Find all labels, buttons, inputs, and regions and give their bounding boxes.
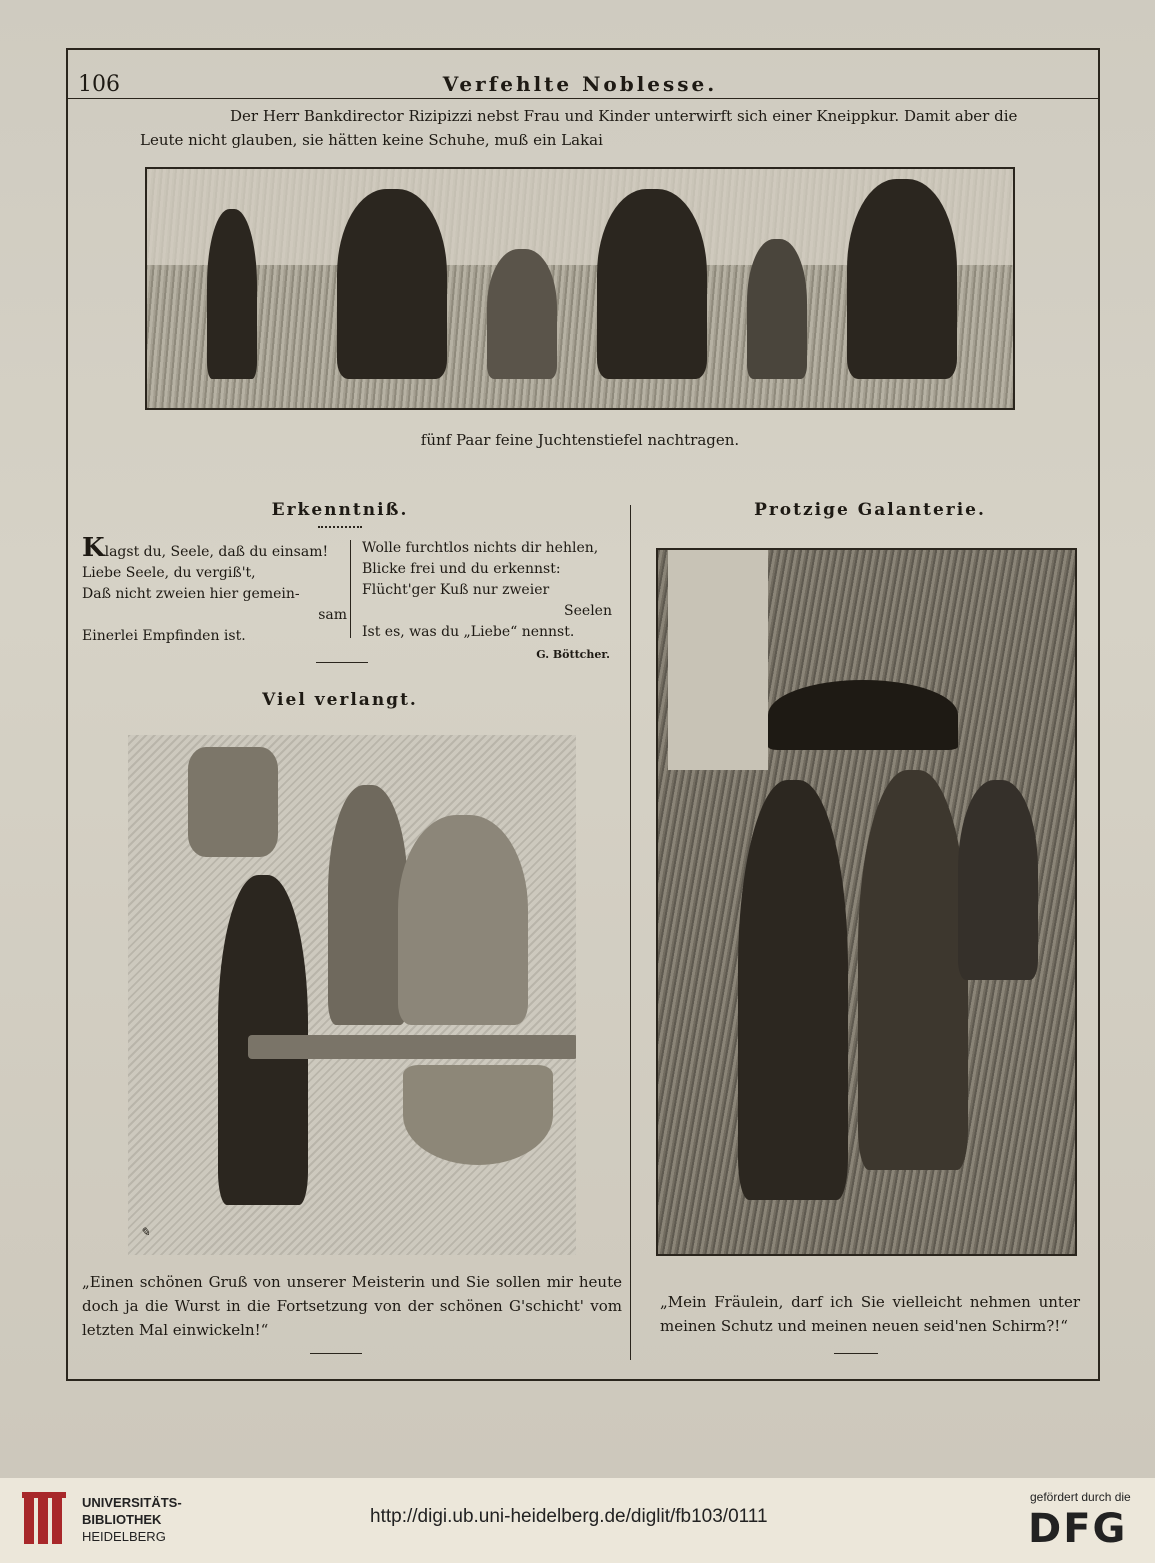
umbrella	[768, 680, 958, 750]
figure-shopwoman	[398, 815, 528, 1025]
illustration-umbrella-couple	[656, 548, 1077, 1256]
ornament-divider	[318, 518, 362, 528]
figure-gentleman	[858, 770, 968, 1170]
poem-line: Daß nicht zweien hier gemein-	[82, 586, 300, 602]
illustration-kneipp-cure	[145, 167, 1015, 410]
poem-line: Einerlei Empfinden ist.	[82, 628, 246, 644]
figure-child	[747, 239, 807, 379]
poem-line: sam	[318, 607, 347, 623]
page-title: Verfehlte Noblesse.	[442, 72, 718, 96]
library-name: UNIVERSITÄTS- BIBLIOTHEK HEIDELBERG	[82, 1495, 182, 1544]
poem-line: Liebe Seele, du vergiß't,	[82, 565, 256, 581]
figure-background-woman	[958, 780, 1038, 980]
window	[668, 550, 768, 770]
section-title-viel-verlangt: Viel verlangt.	[262, 690, 418, 710]
caption-protzige-galanterie: „Mein Fräulein, darf ich Sie vielleicht nehmen unter meinen Schutz und meinen neuen seid'nen Schirm?!“	[660, 1293, 1080, 1335]
funding-label: gefördert durch die	[1030, 1490, 1131, 1504]
figure-lady	[738, 780, 848, 1200]
figure-lackey	[847, 179, 957, 379]
intro-line-1: Der Herr Bankdirector Rizipizzi nebst Frau und Kinder unterwirft sich einer Kneippkur. Damit aber die	[230, 107, 1018, 125]
intro-line-2: Leute nicht glauben, sie hätten keine Schuhe, muß ein Lakai	[140, 131, 603, 149]
artist-signature: ✎	[140, 1225, 151, 1239]
caption-kneipp: fünf Paar feine Juchtenstiefel nachtragen.	[420, 431, 740, 449]
poem-line: Blicke frei und du erkennst:	[362, 561, 561, 577]
intro-text	[140, 104, 1020, 152]
poem-divider	[350, 540, 351, 638]
poem-line: Klagst du, Seele, daß du einsam!	[82, 533, 329, 563]
poem-line: Wolle furchtlos nichts dir hehlen,	[362, 540, 599, 556]
poem-title: Erkenntniß.	[271, 500, 409, 520]
poem-line: Seelen	[564, 603, 612, 619]
figure-wife	[597, 189, 707, 379]
poem-line: Ist es, was du „Liebe“ nennst.	[362, 624, 575, 640]
hanging-sausages	[188, 747, 278, 857]
dfg-logo: DFG	[1028, 1506, 1128, 1552]
permalink-url[interactable]: http://digi.ub.uni-heidelberg.de/diglit/fb103/0111	[370, 1506, 768, 1527]
caption-viel-verlangt: „Einen schönen Gruß von unserer Meisterin und Sie sollen mir heute doch ja die Wurst in die Fortsetzung von der schönen G'schicht' vom letzten Mal einwickeln!“	[82, 1273, 622, 1339]
poem-author: G. Böttcher.	[536, 648, 610, 661]
section-rule	[310, 1353, 362, 1354]
figure-butcher	[328, 785, 408, 1025]
page-number: 106	[78, 72, 120, 97]
figure-boy	[207, 209, 257, 379]
university-library-logo-icon	[20, 1490, 72, 1550]
poem-stanza-left	[82, 533, 347, 647]
section-title-protzige-galanterie: Protzige Galanterie.	[754, 500, 986, 520]
title-rule	[66, 98, 1100, 99]
column-divider	[630, 505, 631, 1360]
section-rule	[834, 1353, 878, 1354]
poem-line: Flücht'ger Kuß nur zweier	[362, 582, 550, 598]
digitization-footer	[0, 1478, 1155, 1563]
poem-stanza-right	[362, 538, 612, 643]
figure-girl	[487, 249, 557, 379]
section-rule	[316, 662, 368, 663]
illustration-butcher-shop	[128, 735, 576, 1255]
figure-banker	[337, 189, 447, 379]
counter	[248, 1035, 576, 1059]
drop-cap: K	[82, 533, 105, 563]
meat-grinder	[403, 1065, 553, 1165]
